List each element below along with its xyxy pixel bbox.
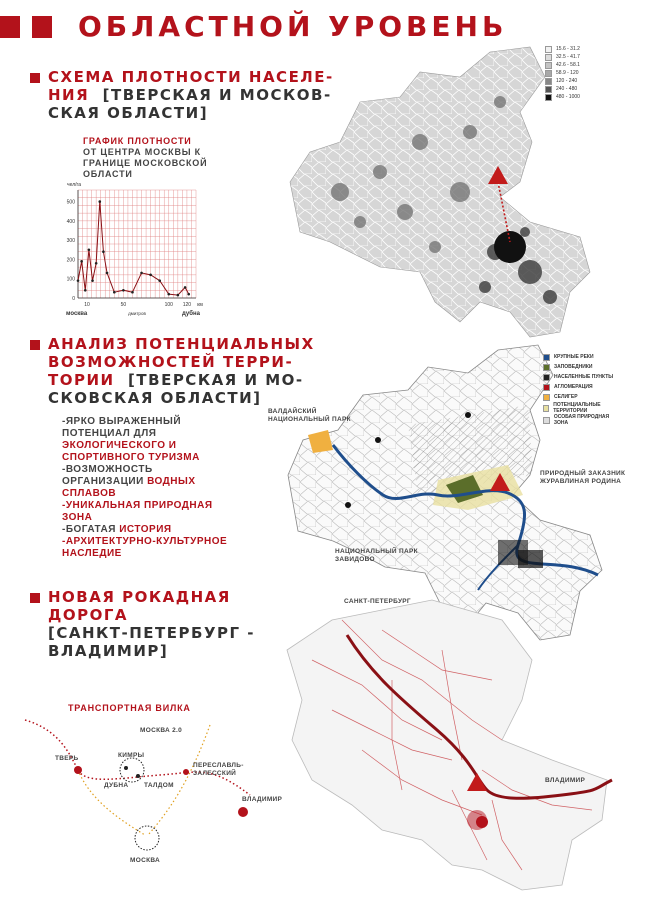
potential-legend-label: ОСОБАЯ ПРИРОДНАЯ ЗОНА [553, 414, 610, 426]
density-point [84, 289, 87, 292]
y-axis-label: чел/га [66, 182, 82, 188]
potential-list-item [62, 464, 262, 476]
chart-start-label: москва [66, 311, 88, 317]
density-point [167, 293, 170, 296]
potential-list-item [62, 428, 262, 440]
zavidovo-label [335, 548, 418, 564]
list-item-text: ОРГАНИЗАЦИИ [62, 476, 148, 487]
density-point [106, 272, 109, 275]
list-item-highlight: ВОДНЫХ [147, 476, 196, 487]
density-point [88, 248, 91, 251]
list-item-highlight: -АРХИТЕКТУРНО-КУЛЬТУРНОЕ [62, 536, 228, 547]
y-tick-label: 0 [72, 296, 75, 302]
section3-bullet-icon [30, 593, 40, 603]
x-axis-unit: км [197, 302, 203, 308]
density-point [113, 291, 116, 294]
fork-moscow2-label: МОСКВА 2.0 [140, 727, 183, 734]
section2-heading-line2: ВОЗМОЖНОСТЕЙ ТЕРРИ- [48, 353, 294, 371]
x-tick-label: 50 [120, 302, 127, 308]
density-point [187, 293, 190, 296]
list-item-highlight: ЗОНА [62, 512, 93, 523]
potential-list-item [62, 548, 262, 560]
chart-end-label: дубна [182, 311, 200, 317]
section2-heading-line4: [ТВЕРСКАЯ И МО- [128, 371, 304, 389]
potential-list [62, 416, 262, 560]
legend-swatch [543, 394, 550, 401]
legend-swatch [543, 364, 550, 371]
section3-heading-line1: НОВАЯ РОКАДНАЯ [48, 588, 231, 606]
zavidovo-label-line: НАЦИОНАЛЬНЫЙ ПАРК [335, 548, 418, 555]
section2-heading-line3: ТОРИИ [48, 371, 115, 389]
fork-kimry-label: КИМРЫ [118, 752, 145, 759]
potential-legend-label: СЕЛИГЕР [554, 394, 578, 400]
section1-heading-line2: НИЯ [48, 86, 90, 104]
zhuravlina-label [540, 470, 625, 486]
density-legend-label: 120 - 240 [556, 78, 578, 84]
section1-heading-line3: [ТВЕРСКАЯ И МОСКОВ- [102, 86, 332, 104]
section1-bullet-icon [30, 73, 40, 83]
fork-moskva-label: МОСКВА [130, 857, 160, 864]
list-item-text: -БОГАТАЯ [62, 524, 120, 535]
graph-sub-3: ОБЛАСТИ [83, 169, 133, 179]
y-tick-label: 500 [66, 199, 75, 206]
x-tick-label: 120 [182, 302, 192, 308]
list-item-highlight: СПОРТИВНОГО ТУРИЗМА [62, 452, 200, 463]
density-chart [52, 178, 202, 328]
map-spb-label: САНКТ-ПЕТЕРБУРГ [344, 598, 411, 605]
potential-list-item [62, 416, 262, 428]
density-point [158, 279, 161, 282]
potential-legend [543, 352, 623, 426]
list-item-text: ПОТЕНЦИАЛ ДЛЯ [62, 428, 157, 439]
vladimir-dot-icon [238, 807, 248, 817]
density-point [102, 250, 105, 253]
density-point [80, 260, 83, 263]
tver-dot-icon [74, 766, 82, 774]
y-tick-label: 200 [66, 257, 75, 264]
graph-caption [83, 136, 243, 180]
legend-swatch [543, 354, 550, 361]
density-line [78, 202, 189, 296]
density-point [91, 279, 94, 282]
section3-heading-line3: [САНКТ-ПЕТЕРБУРГ - [48, 624, 256, 642]
potential-list-item [62, 440, 262, 452]
density-legend-label: 58.9 - 120 [556, 70, 579, 76]
potential-list-item [62, 488, 262, 500]
section3-heading [30, 588, 260, 660]
fork-pereslavl-label [193, 762, 244, 778]
graph-title: ГРАФИК ПЛОТНОСТИ [83, 136, 192, 146]
list-item-highlight: -УНИКАЛЬНАЯ ПРИРОДНАЯ [62, 500, 213, 511]
graph-sub-1: ОТ ЦЕНТРА МОСКВЫ К [83, 147, 201, 157]
density-point [122, 289, 125, 292]
potential-legend-row [543, 352, 623, 362]
valdai-label [268, 408, 351, 424]
fork-tver-label: ТВЕРЬ [55, 755, 79, 762]
valdai-label-line: ВАЛДАЙСКИЙ [268, 408, 317, 415]
road-network-map [272, 590, 622, 895]
page-title: ОБЛАСТНОЙ УРОВЕНЬ [78, 10, 508, 43]
potential-legend-label: АГЛОМЕРАЦИЯ [554, 384, 593, 390]
chart-mid-label: дмитров [128, 311, 146, 316]
zhuravlina-label-line: ЖУРАВЛИНАЯ РОДИНА [540, 478, 622, 485]
list-item-highlight: НАСЛЕДИЕ [62, 548, 122, 559]
density-point [184, 286, 187, 289]
list-item-text: -ЯРКО ВЫРАЖЕННЫЙ [62, 416, 182, 427]
potential-list-item [62, 524, 262, 536]
density-point [140, 272, 143, 275]
density-point [131, 291, 134, 294]
potential-list-item [62, 452, 262, 464]
x-tick-label: 10 [84, 302, 90, 308]
y-tick-label: 400 [66, 218, 75, 225]
legend-swatch [543, 374, 550, 381]
y-tick-label: 300 [66, 238, 75, 245]
section2-heading-line5: СКОВСКАЯ ОБЛАСТИ] [48, 389, 262, 407]
fork-dubna-label: ДУБНА [104, 782, 129, 789]
density-point [149, 274, 152, 277]
legend-swatch [543, 405, 549, 412]
x-tick-label: 100 [164, 302, 173, 308]
potential-legend-row [543, 362, 623, 372]
fork-title: ТРАНСПОРТНАЯ ВИЛКА [68, 703, 191, 713]
density-legend-label: 240 - 480 [556, 86, 578, 92]
density-point [95, 262, 98, 265]
potential-legend-label: ЗАПОВЕДНИКИ [554, 364, 593, 370]
potential-legend-row [543, 372, 623, 382]
section3-heading-line2: ДОРОГА [48, 606, 129, 624]
potential-legend-label: НАСЕЛЕННЫЕ ПУНКТЫ [554, 374, 614, 380]
density-legend [545, 45, 580, 101]
section2-bullet-icon [30, 340, 40, 350]
density-legend-label: 15.6 - 31.2 [556, 46, 580, 52]
region-outline-3 [287, 600, 607, 890]
pereslavl-line: ПЕРЕСЛАВЛЬ- [193, 762, 244, 769]
potential-list-item [62, 500, 262, 512]
potential-legend-row [543, 402, 623, 414]
potential-list-item [62, 476, 262, 488]
fork-vladimir-label: ВЛАДИМИР [242, 796, 283, 803]
list-item-highlight: СПЛАВОВ [62, 488, 117, 499]
section1-heading-line1: СХЕМА ПЛОТНОСТИ НАСЕЛЕ- [48, 68, 334, 86]
potential-legend-label: ПОТЕНЦИАЛЬНЫЕ ТЕРРИТОРИИ [553, 402, 601, 414]
potential-legend-row [543, 414, 623, 426]
y-tick-label: 100 [66, 276, 75, 283]
legend-swatch [543, 417, 550, 424]
section2-heading-line1: АНАЛИЗ ПОТЕНЦИАЛЬНЫХ [48, 335, 315, 353]
section1-heading-line4: СКАЯ ОБЛАСТИ] [48, 104, 209, 122]
graph-sub-2: ГРАНИЦЕ МОСКОВСКОЙ [83, 158, 208, 168]
header-square-icon [32, 16, 52, 38]
list-item-text: -ВОЗМОЖНОСТЬ [62, 464, 153, 475]
density-point [177, 294, 180, 297]
density-legend-label: 42.6 - 58.1 [556, 62, 580, 68]
header-bar-icon [0, 16, 20, 38]
zavidovo-label-line: ЗАВИДОВО [335, 556, 375, 563]
valdai-label-line: НАЦИОНАЛЬНЫЙ ПАРК [268, 416, 351, 423]
pereslavl-line: ЗАЛЕССКИЙ [193, 770, 237, 777]
potential-list-item [62, 512, 262, 524]
potential-legend-row [543, 382, 623, 392]
potential-legend-row [543, 392, 623, 402]
list-item-highlight: ИСТОРИЯ [119, 524, 172, 535]
density-point [77, 279, 80, 282]
moscow-density-core [494, 231, 526, 263]
legend-swatch [543, 384, 550, 391]
potential-list-item [62, 536, 262, 548]
density-legend-label: 32.5 - 41.7 [556, 54, 580, 60]
list-item-highlight: ЭКОЛОГИЧЕСКОГО И [62, 440, 177, 451]
header [0, 10, 650, 46]
section3-heading-line4: ВЛАДИМИР] [48, 642, 169, 660]
map-vladimir-label: ВЛАДИМИР [545, 777, 586, 784]
potential-legend-label: КРУПНЫЕ РЕКИ [554, 354, 594, 360]
density-point [98, 200, 101, 203]
zhuravlina-label-line: ПРИРОДНЫЙ ЗАКАЗНИК [540, 470, 626, 477]
density-legend-label: 480 - 1000 [556, 94, 580, 100]
fork-taldom-label: ТАЛДОМ [144, 782, 174, 789]
